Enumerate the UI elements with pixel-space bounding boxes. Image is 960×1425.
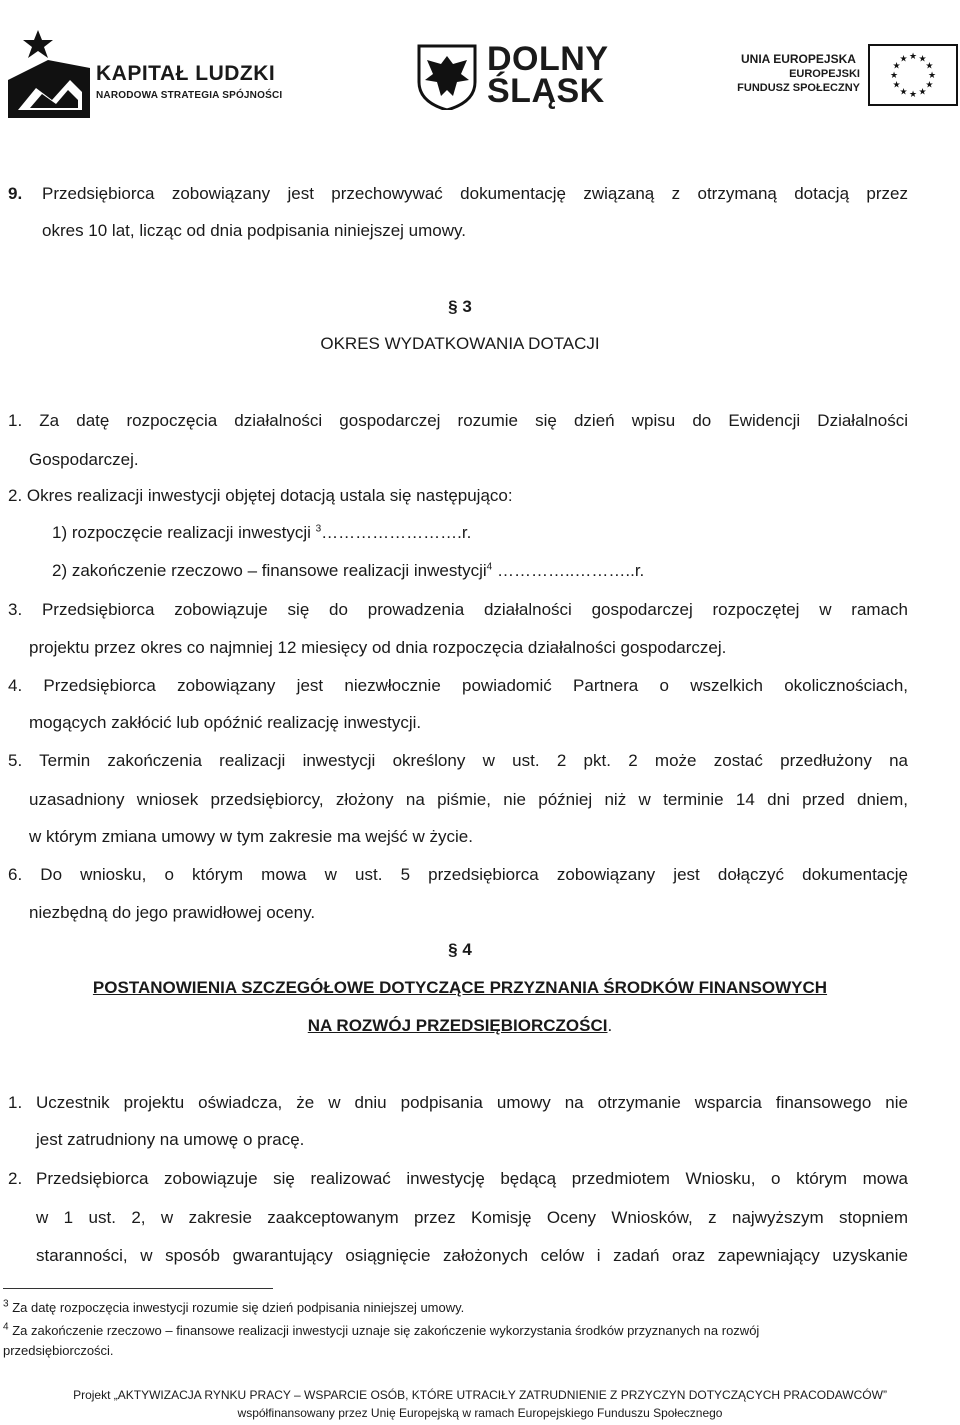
s4-paragraph-1-number: 1. bbox=[8, 1093, 23, 1112]
paragraph-9-line2: okres 10 lat, licząc od dnia podpisania niniejszej umowy. bbox=[42, 221, 466, 240]
footnote-4-line2: przedsiębiorczości. bbox=[3, 1343, 114, 1358]
s3-paragraph-1-line1: 1. Za datę rozpoczęcia działalności gospodarczej rozumie się dzień wpisu do Ewidencji Działalności bbox=[8, 411, 908, 430]
eu-logo bbox=[735, 44, 960, 114]
s3-paragraph-5-line2: uzasadniony wniosek przedsiębiorcy, złożony na piśmie, nie później niż w terminie 14 dni przed dniem, bbox=[29, 790, 908, 809]
dolny-slask-logo bbox=[417, 42, 637, 112]
eu-star-icon: ★ bbox=[908, 89, 918, 99]
s4-paragraph-2-line2: w 1 ust. 2, w zakresie zaakceptowanym przez Komisję Oceny Wniosków, z najwyższym stopniem bbox=[36, 1208, 908, 1227]
s3-paragraph-1-line2: Gospodarczej. bbox=[29, 450, 139, 469]
s3-item-start-date: 1) rozpoczęcie realizacji inwestycji $^3$…………………….r. bbox=[52, 523, 472, 542]
eu-star-icon: ★ bbox=[892, 60, 901, 71]
eu-fund-line2: FUNDUSZ SPOŁECZNY bbox=[737, 82, 860, 94]
footnote-separator bbox=[3, 1288, 273, 1289]
section-3-title: OKRES WYDATKOWANIA DOTACJI bbox=[320, 334, 600, 353]
footnote-4-line1: $^4$ Za zakończenie rzeczowo – finansowe realizacji inwestycji uznaje się zakończenie wykorzystania środków przyznanych na rozwój bbox=[3, 1321, 760, 1338]
eu-star-icon: ★ bbox=[889, 70, 899, 80]
eu-star-icon: ★ bbox=[908, 51, 918, 61]
s3-paragraph-4-line1: 4. Przedsiębiorca zobowiązany jest niezwłocznie powiadomić Partnera o wszelkich okolicznościach, bbox=[8, 676, 908, 695]
dolny-text: DOLNY bbox=[487, 40, 609, 78]
footer-project-line: Projekt „AKTYWIZACJA RYNKU PRACY – WSPARCIE OSÓB, KTÓRE UTRACIŁY ZATRUDNIENIE Z PRZYCZYN DOTYCZĄCYCH PRACODAWCÓW” bbox=[73, 1388, 887, 1402]
eu-star-icon: ★ bbox=[899, 53, 908, 64]
paragraph-9-line1: Przedsiębiorca zobowiązany jest przechowywać dokumentację związaną z otrzymaną dotacją przez bbox=[42, 184, 908, 203]
s3-paragraph-5-line3: w którym zmiana umowy w tym zakresie ma wejść w życie. bbox=[29, 827, 473, 846]
section-3-sign: § 3 bbox=[448, 297, 472, 316]
footer-cofinance-line: współfinansowany przez Unię Europejską w ramach Europejskiego Funduszu Społecznego bbox=[237, 1406, 723, 1420]
s3-paragraph-3-line2: projektu przez okres co najmniej 12 miesięcy od dnia rozpoczęcia działalności gospodarczej. bbox=[29, 638, 727, 657]
eu-star-icon: ★ bbox=[899, 86, 908, 97]
s4-paragraph-2-line3: staranności, w sposób gwarantujący osiągnięcie założonych celów i zadań oraz zapewniający uzyskanie bbox=[36, 1246, 908, 1265]
eu-star-icon: ★ bbox=[918, 86, 927, 97]
s3-paragraph-6-line1: 6. Do wniosku, o którym mowa w ust. 5 przedsiębiorca zobowiązany jest dołączyć dokumentację bbox=[8, 865, 908, 884]
eu-title: UNIA EUROPEJSKA bbox=[741, 52, 856, 66]
s3-paragraph-3-line1: 3. Przedsiębiorca zobowiązuje się do prowadzenia działalności gospodarczej rozpoczętej w ramach bbox=[8, 600, 908, 619]
eu-star-icon: ★ bbox=[918, 53, 927, 64]
footnote-3: $^3$ Za datę rozpoczęcia inwestycji rozumie się dzień podpisania niniejszej umowy. bbox=[3, 1298, 465, 1315]
kapital-ludzki-subtitle: NARODOWA STRATEGIA SPÓJNOŚCI bbox=[96, 90, 283, 101]
s4-paragraph-1-line1: Uczestnik projektu oświadcza, że w dniu podpisania umowy na otrzymanie wsparcia finansowego nie bbox=[36, 1093, 908, 1112]
s4-paragraph-1-line2: jest zatrudniony na umowę o pracę. bbox=[36, 1130, 305, 1149]
s3-item-end-date: 2) zakończenie rzeczowo – finansowe realizacji inwestycji$^4$ …………..………..r. bbox=[52, 561, 645, 580]
s4-paragraph-2-line1: Przedsiębiorca zobowiązuje się realizować inwestycję będącą przedmiotem Wniosku, o którym mowa bbox=[36, 1169, 908, 1188]
eu-star-icon: ★ bbox=[925, 79, 934, 90]
s3-paragraph-4-line2: mogących zakłócić lub opóźnić realizację inwestycji. bbox=[29, 713, 422, 732]
paragraph-9-number: 9. bbox=[8, 184, 23, 203]
eagle-crest-icon bbox=[417, 44, 477, 110]
kapital-ludzki-logo bbox=[8, 30, 298, 120]
eu-flag-icon bbox=[868, 44, 958, 106]
section-4-title-line2: NA ROZWÓJ PRZEDSIĘBIORCZOŚCI. bbox=[307, 1016, 613, 1035]
section-4-sign: § 4 bbox=[448, 940, 472, 959]
eu-star-icon: ★ bbox=[927, 70, 937, 80]
eu-star-icon: ★ bbox=[892, 79, 901, 90]
kapital-ludzki-title: KAPITAŁ LUDZKI bbox=[96, 62, 276, 85]
eu-star-icon: ★ bbox=[925, 60, 934, 71]
s3-paragraph-5-line1: 5. Termin zakończenia realizacji inwestycji określony w ust. 2 pkt. 2 może zostać przedłużony na bbox=[8, 751, 908, 770]
s3-paragraph-2: 2. Okres realizacji inwestycji objętej dotacją ustala się następująco: bbox=[8, 486, 513, 505]
kapital-ludzki-emblem-icon bbox=[8, 30, 90, 118]
slask-text: ŚLĄSK bbox=[487, 72, 605, 110]
section-4-title-line1: POSTANOWIENIA SZCZEGÓŁOWE DOTYCZĄCE PRZYZNANIA ŚRODKÓW FINANSOWYCH bbox=[92, 978, 828, 997]
s3-paragraph-6-line2: niezbędną do jego prawidłowej oceny. bbox=[29, 903, 316, 922]
s4-paragraph-2-number: 2. bbox=[8, 1169, 23, 1188]
header-logos bbox=[0, 0, 960, 150]
eu-fund-line1: EUROPEJSKI bbox=[789, 68, 860, 80]
